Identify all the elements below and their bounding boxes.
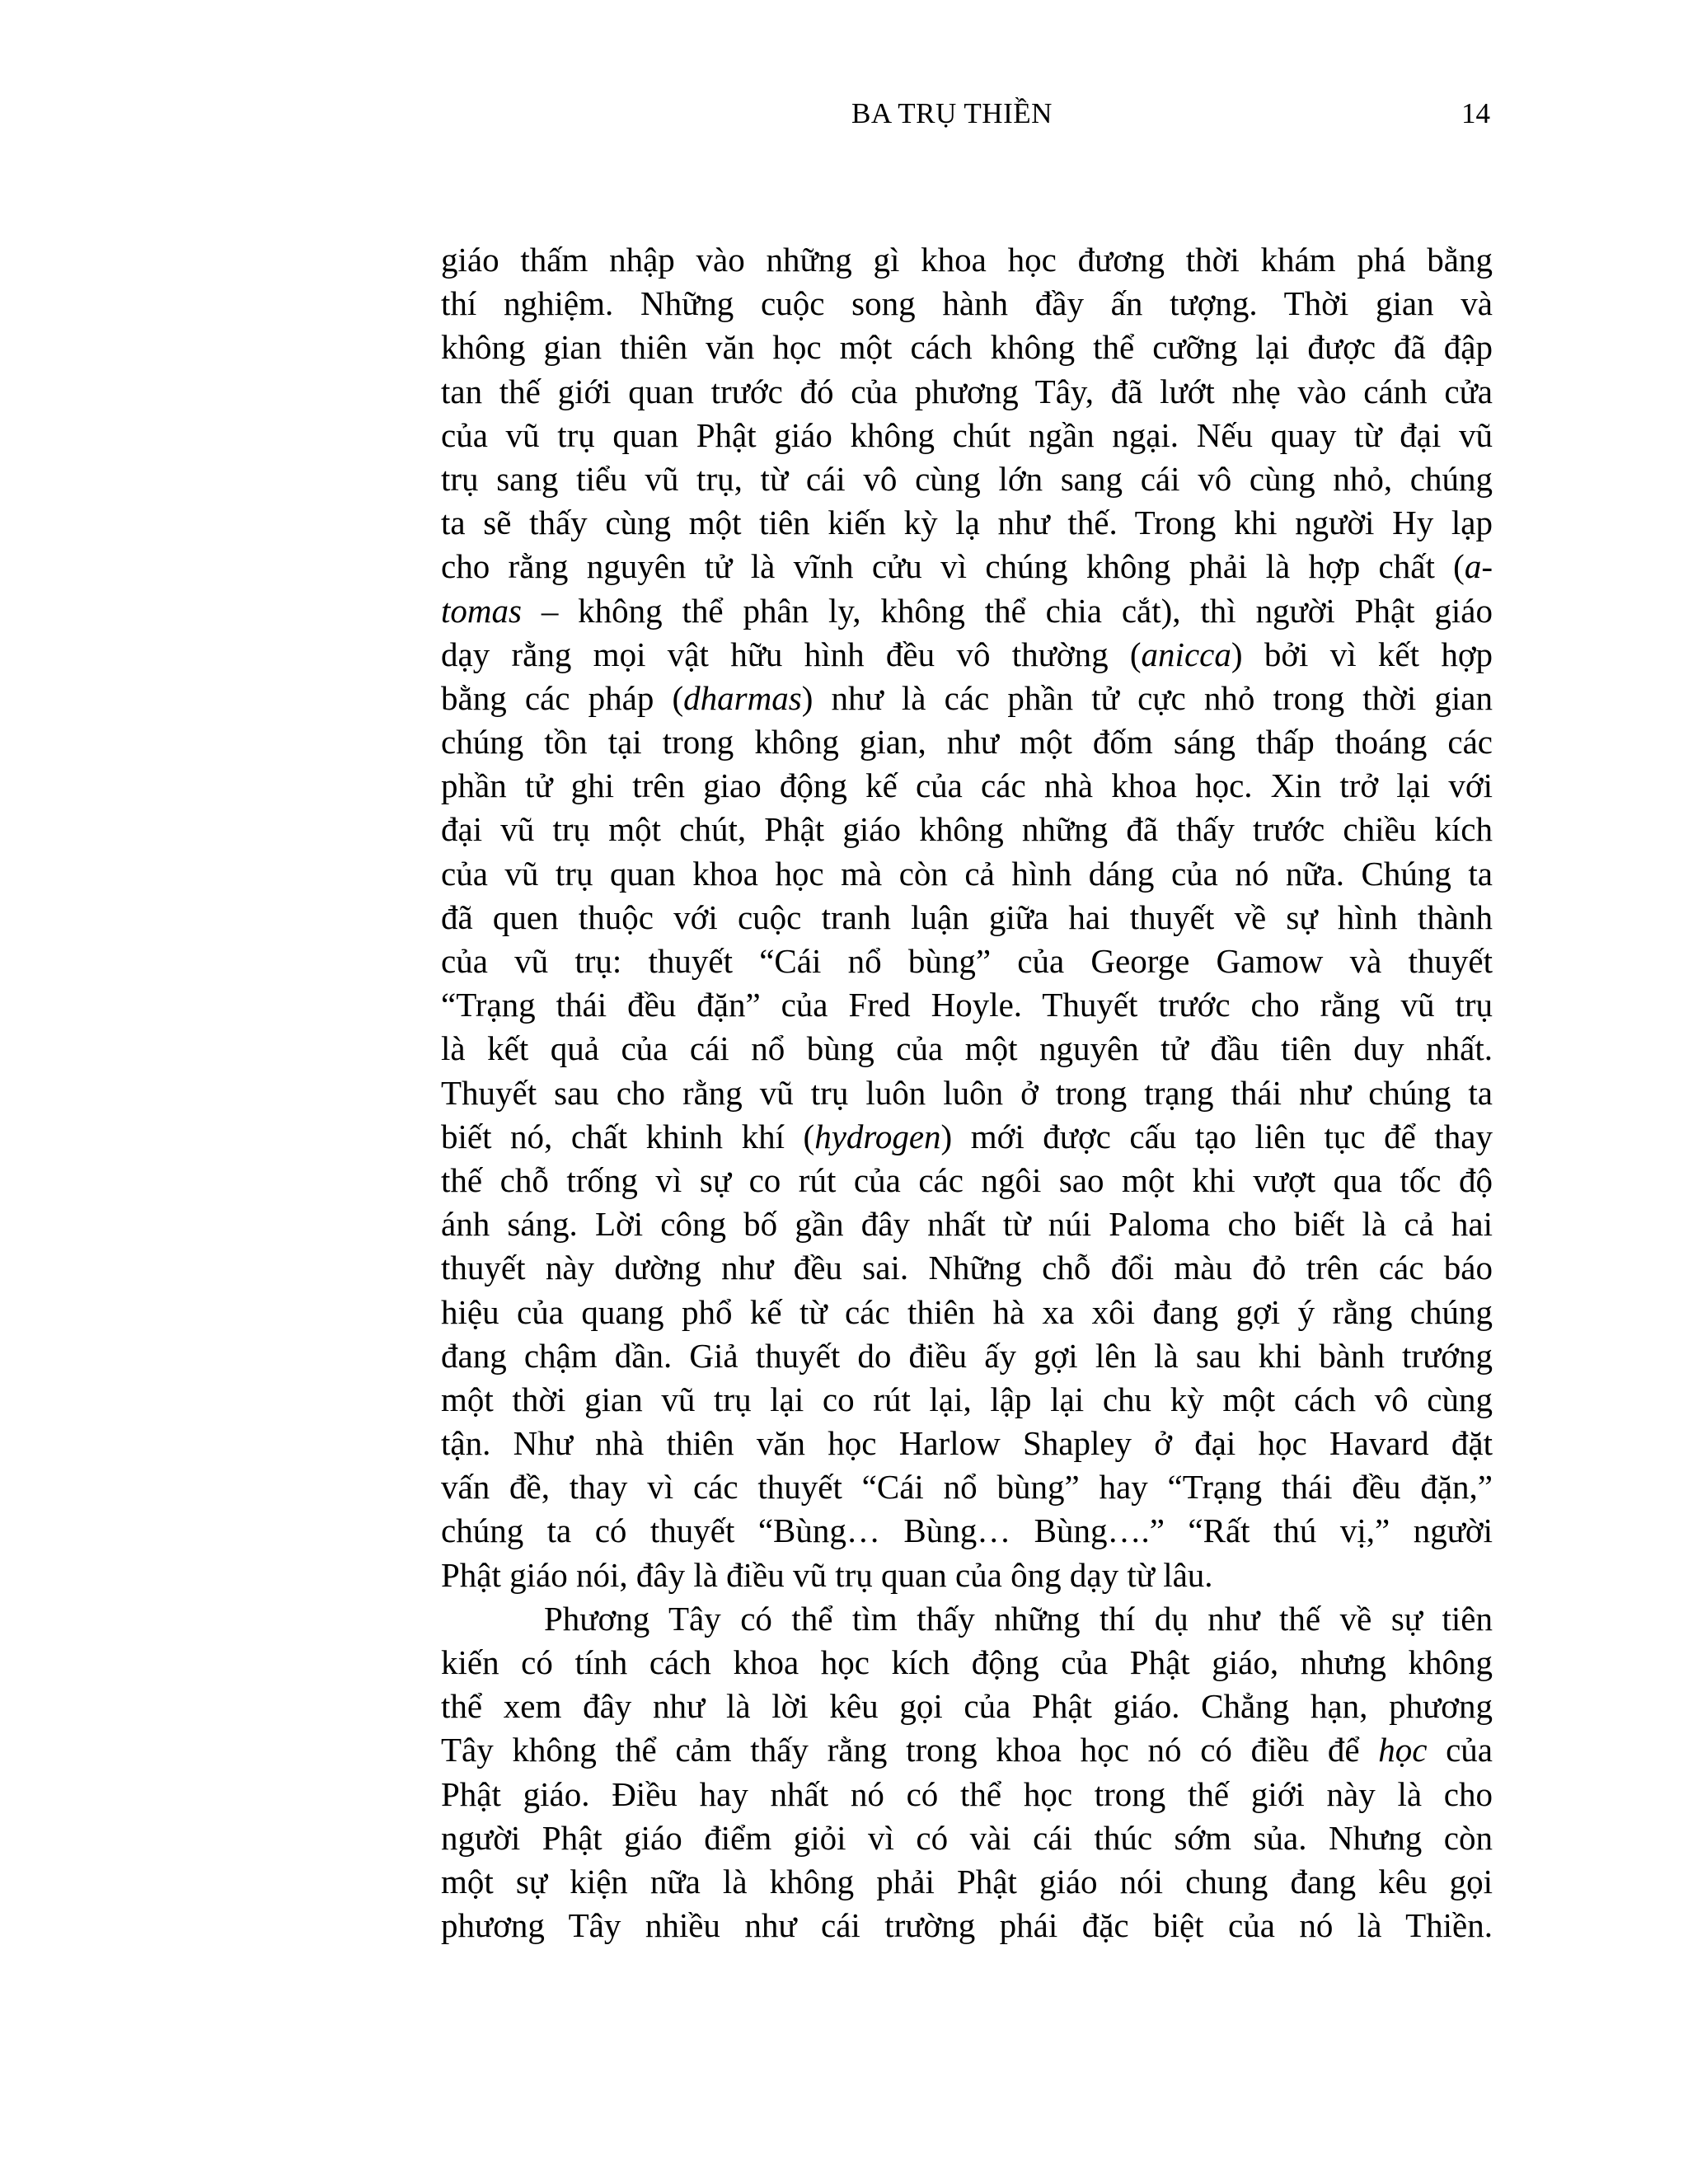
text-line (441, 589, 1493, 633)
text-line (441, 808, 1493, 851)
text-segment: thuyết này dường như đều sai. Những chỗ đổi màu đỏ trên các báo (441, 1249, 1493, 1287)
text-line (441, 1597, 1493, 1641)
text-segment: không gian thiên văn học một cách không thể cưỡng lại được đã đập (441, 328, 1493, 367)
text-segment: phần tử ghi trên giao động kế của các nhà khoa học. Xin trở lại với (441, 766, 1493, 805)
running-title: BA TRỤ THIỀN (851, 97, 1053, 129)
text-line (441, 1554, 1493, 1597)
italic-term: học (1378, 1731, 1428, 1769)
text-segment: ta sẽ thấy cùng một tiên kiến kỳ lạ như thế. Trong khi người Hy lạp (441, 504, 1493, 542)
text-segment: dạy rằng mọi vật hữu hình đều vô thường ( (441, 635, 1142, 673)
text-segment: chúng tồn tại trong không gian, như một đốm sáng thấp thoáng các (441, 723, 1493, 762)
text-line (441, 414, 1493, 457)
text-segment: thí nghiệm. Những cuộc song hành đầy ấn tượng. Thời gian và (441, 284, 1493, 323)
text-line (441, 282, 1493, 326)
text-line (441, 1816, 1493, 1860)
text-segment: bằng các pháp ( (441, 678, 684, 717)
text-segment: đại vũ trụ một chút, Phật giáo không những đã thấy trước chiều kích (441, 810, 1493, 849)
italic-term: anicca (1141, 635, 1231, 673)
text-line (441, 326, 1493, 369)
text-line (441, 1159, 1493, 1202)
text-line (441, 1027, 1493, 1071)
text-segment: – không thể phân ly, không thể chia cắt), thì người Phật giáo (521, 591, 1493, 630)
text-line (441, 1728, 1493, 1772)
text-line (441, 457, 1493, 501)
text-segment: của (1427, 1731, 1493, 1769)
text-segment: tan thế giới quan trước đó của phương Tây, đã lướt nhẹ vào cánh cửa (441, 372, 1493, 410)
text-line (441, 238, 1493, 282)
text-segment: Thuyết sau cho rằng vũ trụ luôn luôn ở trong trạng thái như chúng ta (441, 1073, 1493, 1112)
text-line (441, 501, 1493, 545)
text-segment: đang chậm dần. Giả thuyết do điều ấy gợi lên là sau khi bành trướng (441, 1336, 1493, 1375)
text-line (441, 940, 1493, 983)
text-line (441, 677, 1493, 720)
text-segment: “Trạng thái đều đặn” của Fred Hoyle. Thuyết trước cho rằng vũ trụ (441, 986, 1493, 1024)
italic-term: dharmas (683, 678, 802, 717)
text-line (441, 633, 1493, 677)
italic-term: hydrogen (814, 1117, 941, 1155)
text-segment: của vũ trụ quan Phật giáo không chút ngần ngại. Nếu quay từ đại vũ (441, 415, 1493, 454)
text-line (441, 1115, 1493, 1159)
text-line (441, 1641, 1493, 1685)
paragraph (441, 1597, 1493, 1948)
text-segment: phương Tây nhiều như cái trường phái đặc biệt của nó là Thiền. (441, 1906, 1493, 1945)
italic-term: a- (1464, 547, 1493, 586)
text-segment: tận. Như nhà thiên văn học Harlow Shapley ở đại học Havard đặt (441, 1424, 1493, 1463)
text-line (441, 1509, 1493, 1553)
text-line (441, 1685, 1493, 1728)
text-line (441, 1202, 1493, 1246)
text-segment: ) như là các phần tử cực nhỏ trong thời gian (801, 678, 1493, 717)
text-segment: thế chỗ trống vì sự co rút của các ngôi sao một khi vượt qua tốc độ (441, 1160, 1493, 1199)
text-segment: của vũ trụ quan khoa học mà còn cả hình dáng của nó nữa. Chúng ta (441, 854, 1493, 893)
italic-term: tomas (441, 591, 522, 630)
text-segment: cho rằng nguyên tử là vĩnh cửu vì chúng không phải là hợp chất ( (441, 547, 1465, 586)
text-segment: thể xem đây như là lời kêu gọi của Phật giáo. Chẳng hạn, phương (441, 1687, 1493, 1726)
text-line (441, 1334, 1493, 1378)
text-line (441, 764, 1493, 808)
text-segment: Tây không thể cảm thấy rằng trong khoa học nó có điều để (441, 1731, 1379, 1769)
text-line (441, 1904, 1493, 1947)
text-line (441, 370, 1493, 414)
text-segment: chúng ta có thuyết “Bùng… Bùng… Bùng….” “Rất thú vị,” người (441, 1511, 1493, 1550)
text-segment: Phật giáo nói, đây là điều vũ trụ quan của ông dạy từ lâu. (441, 1555, 1213, 1594)
text-segment: một sự kiện nữa là không phải Phật giáo nói chung đang kêu gọi (441, 1862, 1493, 1900)
text-line (441, 896, 1493, 940)
text-line (441, 1071, 1493, 1115)
text-segment: hiệu của quang phổ kế từ các thiên hà xa xôi đang gợi ý rằng chúng (441, 1292, 1493, 1331)
text-line (441, 1422, 1493, 1465)
text-line (441, 852, 1493, 896)
text-segment: vấn đề, thay vì các thuyết “Cái nổ bùng” hay “Trạng thái đều đặn,” (441, 1468, 1493, 1507)
text-segment: là kết quả của cái nổ bùng của một nguyên tử đầu tiên duy nhất. (441, 1029, 1493, 1068)
text-line (441, 1378, 1493, 1422)
body-text (441, 238, 1493, 1947)
text-segment: ) mới được cấu tạo liên tục để thay (940, 1117, 1493, 1155)
text-segment: ) bởi vì kết hợp (1231, 635, 1493, 673)
text-line (441, 983, 1493, 1027)
paragraph (441, 238, 1493, 1597)
text-segment: trụ sang tiểu vũ trụ, từ cái vô cùng lớn sang cái vô cùng nhỏ, chúng (441, 459, 1493, 498)
text-line (441, 720, 1493, 764)
text-segment: người Phật giáo điểm giỏi vì có vài cái thúc sớm sủa. Nhưng còn (441, 1818, 1493, 1857)
text-segment: kiến có tính cách khoa học kích động của Phật giáo, nhưng không (441, 1643, 1493, 1681)
text-segment: Phương Tây có thể tìm thấy những thí dụ như thế về sự tiên (544, 1599, 1493, 1638)
text-segment: một thời gian vũ trụ lại co rút lại, lập lại chu kỳ một cách vô cùng (441, 1380, 1493, 1418)
text-line (441, 1291, 1493, 1334)
text-segment: biết nó, chất khinh khí ( (441, 1117, 815, 1155)
text-line (441, 1860, 1493, 1904)
text-segment: ánh sáng. Lời công bố gần đây nhất từ núi Paloma cho biết là cả hai (441, 1205, 1493, 1244)
text-segment: Phật giáo. Điều hay nhất nó có thể học trong thế giới này là cho (441, 1774, 1493, 1813)
text-line (441, 1246, 1493, 1290)
text-segment: của vũ trụ: thuyết “Cái nổ bùng” của George Gamow và thuyết (441, 942, 1493, 980)
running-header (0, 97, 1688, 138)
text-segment: giáo thấm nhập vào những gì khoa học đương thời khám phá bằng (441, 241, 1493, 279)
page-number: 14 (1461, 97, 1490, 129)
text-line (441, 545, 1493, 588)
text-segment: đã quen thuộc với cuộc tranh luận giữa hai thuyết về sự hình thành (441, 898, 1493, 936)
text-line (441, 1773, 1493, 1816)
text-line (441, 1465, 1493, 1509)
